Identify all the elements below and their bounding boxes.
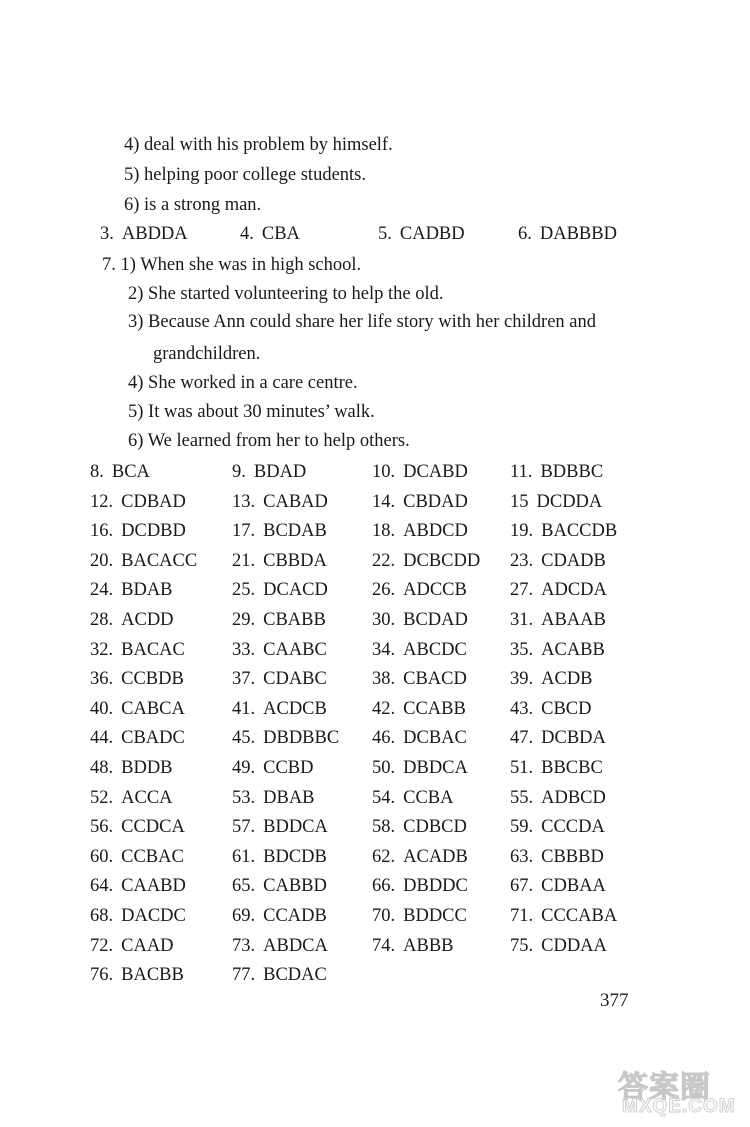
question-number: 37. [232, 669, 256, 689]
answer-row [90, 695, 670, 723]
answer-letters: BCDAB [263, 521, 327, 541]
answer-item [510, 932, 607, 960]
question-number: 5. [378, 224, 392, 244]
answer-letters: CDBAA [541, 876, 606, 896]
question-number: 58. [372, 817, 396, 837]
answer-item [372, 695, 466, 723]
answer-letters: BBCBC [541, 758, 603, 778]
answer-item [372, 843, 468, 871]
question-number: 43. [510, 699, 534, 719]
answer-letters: ABCDC [403, 640, 467, 660]
answer-letters: BDDCC [403, 906, 467, 926]
answer-line: 7. 1) When she was in high school. [102, 255, 362, 275]
question-number: 60. [90, 847, 114, 867]
question-number: 61. [232, 847, 256, 867]
answer-letters: ABDDA [121, 224, 188, 244]
answer-item [510, 872, 606, 900]
answer-item [510, 458, 603, 486]
question-number: 6. [518, 224, 532, 244]
answer-row [90, 813, 670, 841]
answer-letters: CDDAA [541, 936, 607, 956]
answer-letters: DABBBD [539, 224, 617, 244]
answer-item [232, 665, 327, 693]
answer-item [510, 606, 606, 634]
answer-letters: CCCDA [541, 817, 605, 837]
answer-letters: CCBD [263, 758, 314, 778]
answer-letters: CCBA [403, 788, 454, 808]
question-number: 32. [90, 640, 114, 660]
question-number: 3. [100, 224, 114, 244]
answer-letters: CBBDA [263, 551, 327, 571]
answer-letters: DBDBBC [263, 728, 340, 748]
answer-row [90, 606, 670, 634]
answer-row [90, 902, 670, 930]
question-number: 75. [510, 936, 534, 956]
answer-item [90, 576, 173, 604]
answer-row [90, 932, 670, 960]
answer-letters: BDAD [253, 462, 307, 482]
answer-letters: DBDCA [403, 758, 468, 778]
question-number: 22. [372, 551, 396, 571]
question-number: 36. [90, 669, 114, 689]
answer-item [232, 724, 339, 752]
answer-item [90, 547, 197, 575]
answer-letters: CABAD [263, 492, 328, 512]
answer-item [372, 902, 467, 930]
answer-letters: CBACD [403, 669, 467, 689]
answer-letters: DCBDA [541, 728, 606, 748]
question-number: 18. [372, 521, 396, 541]
answer-item [510, 902, 617, 930]
question-number: 69. [232, 906, 256, 926]
answer-item [510, 695, 592, 723]
answer-letters: BACAC [121, 640, 185, 660]
question-number: 24. [90, 580, 114, 600]
answer-item [90, 784, 173, 812]
question-number: 57. [232, 817, 256, 837]
question-number: 27. [510, 580, 534, 600]
answer-row [90, 458, 670, 486]
answer-row [90, 665, 670, 693]
answer-letters: ADCDA [541, 580, 607, 600]
answer-item [372, 754, 468, 782]
answer-item [232, 961, 327, 989]
answer-item [240, 220, 300, 248]
question-number: 23. [510, 551, 534, 571]
answer-letters: CDADB [541, 551, 606, 571]
answer-letters: CABCA [121, 699, 185, 719]
question-number: 26. [372, 580, 396, 600]
question-number: 19. [510, 521, 534, 541]
question-number: 17. [232, 521, 256, 541]
question-number: 33. [232, 640, 256, 660]
answer-letters: BDCDB [263, 847, 327, 867]
answer-item [90, 458, 150, 486]
answer-letters: DCBCDD [403, 551, 481, 571]
answer-item [90, 517, 186, 545]
question-number: 51. [510, 758, 534, 778]
answer-letters: CBCD [541, 699, 592, 719]
question-number: 56. [90, 817, 114, 837]
answer-item [510, 665, 593, 693]
answer-letters: DCBAC [403, 728, 467, 748]
question-number: 44. [90, 728, 114, 748]
answer-letters: ABDCA [263, 936, 328, 956]
watermark-logo [612, 1062, 744, 1122]
question-number: 39. [510, 669, 534, 689]
answer-line: 6) We learned from her to help others. [128, 431, 410, 451]
answer-letters: BCA [111, 462, 150, 482]
question-number: 14. [372, 492, 396, 512]
answer-item [372, 784, 454, 812]
question-number: 49. [232, 758, 256, 778]
answer-item [232, 517, 327, 545]
answer-letters: CCCABA [541, 906, 618, 926]
answer-item [232, 872, 327, 900]
question-number: 65. [232, 876, 256, 896]
answer-item [510, 754, 603, 782]
answer-item [510, 636, 605, 664]
answer-item [90, 636, 185, 664]
answer-letters: CBDAD [403, 492, 468, 512]
answer-letters: CAAD [121, 936, 174, 956]
answer-letters: ABBB [403, 936, 454, 956]
answer-letters: CBABB [263, 610, 326, 630]
answer-letters: ADBCD [541, 788, 606, 808]
answer-row [90, 843, 670, 871]
question-number: 20. [90, 551, 114, 571]
question-number: 59. [510, 817, 534, 837]
answer-item [232, 843, 327, 871]
question-number: 53. [232, 788, 256, 808]
answer-row [90, 784, 670, 812]
answer-letters: BDDCA [263, 817, 328, 837]
answer-letters: BACCDB [541, 521, 618, 541]
question-number: 68. [90, 906, 114, 926]
answer-letters: ACABB [541, 640, 605, 660]
answer-letters: ACCA [121, 788, 173, 808]
question-number: 8. [90, 462, 104, 482]
answer-item [510, 547, 606, 575]
answer-letters: DACDC [121, 906, 186, 926]
answer-item [510, 724, 606, 752]
question-number: 16. [90, 521, 114, 541]
answer-line: 2) She started volunteering to help the old. [128, 284, 444, 304]
question-number: 63. [510, 847, 534, 867]
answer-item [232, 576, 328, 604]
answer-letters: CCDCA [121, 817, 185, 837]
question-number: 72. [90, 936, 114, 956]
question-number: 35. [510, 640, 534, 660]
answer-item [232, 695, 327, 723]
question-number: 64. [90, 876, 114, 896]
answer-letters: ACDCB [263, 699, 327, 719]
answer-item [100, 220, 188, 248]
question-number: 70. [372, 906, 396, 926]
answer-row [90, 576, 670, 604]
answer-item [232, 606, 326, 634]
question-number: 31. [510, 610, 534, 630]
watermark-url: MXQE.COM [622, 1096, 736, 1117]
question-number: 46. [372, 728, 396, 748]
question-number: 29. [232, 610, 256, 630]
answer-letters: CADBD [399, 224, 465, 244]
answer-item [232, 932, 328, 960]
answer-item [510, 488, 602, 516]
question-number: 12. [90, 492, 114, 512]
answer-letters: ACDD [121, 610, 174, 630]
question-number: 41. [232, 699, 256, 719]
question-number: 38. [372, 669, 396, 689]
answer-item [232, 813, 328, 841]
answer-letters: CBA [261, 224, 300, 244]
answer-letters: ACDB [541, 669, 593, 689]
question-number: 74. [372, 936, 396, 956]
answer-item [510, 843, 604, 871]
answer-letters: CCBAC [121, 847, 184, 867]
answer-letters: BCDAD [403, 610, 468, 630]
answer-line: 5) helping poor college students. [124, 165, 366, 185]
answer-item [510, 813, 605, 841]
answer-item [372, 488, 468, 516]
answer-item [232, 784, 315, 812]
answer-letters: CCBDB [121, 669, 184, 689]
answer-item [90, 606, 174, 634]
answer-item [372, 813, 467, 841]
answer-letters: BDAB [121, 580, 173, 600]
answer-letters: BDBBC [540, 462, 604, 482]
answer-item [232, 547, 327, 575]
answer-letters: CDBAD [121, 492, 186, 512]
question-number: 30. [372, 610, 396, 630]
answer-row [90, 872, 670, 900]
answer-item [378, 220, 465, 248]
answer-line: 4) deal with his problem by himself. [124, 135, 393, 155]
answer-row [90, 517, 670, 545]
question-number: 4. [240, 224, 254, 244]
answer-item [90, 488, 186, 516]
answer-letters: BACBB [121, 965, 184, 985]
answer-item [232, 754, 314, 782]
answer-row [90, 488, 670, 516]
answer-letters: ABAAB [541, 610, 606, 630]
answer-item [518, 220, 617, 248]
question-number: 62. [372, 847, 396, 867]
answer-letters: DBDDC [403, 876, 468, 896]
question-number: 52. [90, 788, 114, 808]
answer-letters: DBAB [263, 788, 315, 808]
answer-letters: ABDCD [403, 521, 468, 541]
answer-item [90, 813, 185, 841]
answer-letters: ADCCB [403, 580, 467, 600]
answer-item [232, 488, 328, 516]
answer-row [90, 754, 670, 782]
question-number: 45. [232, 728, 256, 748]
answer-letters: DCDBD [121, 521, 186, 541]
question-number: 76. [90, 965, 114, 985]
answer-item [90, 724, 185, 752]
question-number: 54. [372, 788, 396, 808]
answer-letters: CCABB [403, 699, 466, 719]
question-number: 21. [232, 551, 256, 571]
answer-row [90, 220, 670, 248]
answer-row [90, 636, 670, 664]
answer-line: grandchildren. [153, 344, 261, 364]
answer-item [372, 547, 480, 575]
page-number: 377 [600, 990, 629, 1011]
answer-line: 4) She worked in a care centre. [128, 373, 358, 393]
answer-letters: BACACC [121, 551, 198, 571]
answer-item [90, 872, 186, 900]
question-number: 42. [372, 699, 396, 719]
question-number: 25. [232, 580, 256, 600]
answer-item [372, 576, 467, 604]
answer-letters: CDBCD [403, 817, 467, 837]
answer-item [90, 902, 186, 930]
answer-item [372, 724, 467, 752]
answer-item [372, 517, 468, 545]
answer-item [90, 665, 184, 693]
question-number: 10. [372, 462, 396, 482]
answer-letters: CBBBD [541, 847, 604, 867]
question-number: 9. [232, 462, 246, 482]
question-number: 40. [90, 699, 114, 719]
answer-letters: CBADC [121, 728, 185, 748]
answer-item [372, 872, 468, 900]
answer-letters: BCDAC [263, 965, 327, 985]
answer-letters: CABBD [263, 876, 327, 896]
question-number: 55. [510, 788, 534, 808]
answer-letters: DCDDA [536, 492, 603, 512]
question-number: 47. [510, 728, 534, 748]
question-number: 15 [510, 492, 529, 512]
answer-line: 3) Because Ann could share her life story with her children and [128, 312, 597, 332]
answer-item [510, 576, 607, 604]
answer-letters: CAABC [263, 640, 327, 660]
question-number: 13. [232, 492, 256, 512]
answer-letters: DCABD [403, 462, 468, 482]
answer-item [232, 636, 327, 664]
answer-letters: BDDB [121, 758, 173, 778]
question-number: 11. [510, 462, 533, 482]
answer-item [90, 961, 184, 989]
answer-item [372, 458, 468, 486]
answer-letters: DCACD [263, 580, 328, 600]
answer-item [90, 695, 185, 723]
answer-item [372, 606, 468, 634]
watermark-mark: 答案圈 [618, 1071, 711, 1104]
question-number: 71. [510, 906, 534, 926]
answer-letters: CCADB [263, 906, 327, 926]
answer-letters: ACADB [403, 847, 468, 867]
answer-letters: CAABD [121, 876, 186, 896]
question-number: 28. [90, 610, 114, 630]
answer-item [372, 636, 467, 664]
answer-line: 6) is a strong man. [124, 195, 262, 215]
answer-letters: CDABC [263, 669, 327, 689]
answer-row [90, 547, 670, 575]
answer-item [90, 843, 184, 871]
question-number: 67. [510, 876, 534, 896]
answer-item [232, 902, 327, 930]
answer-item [510, 784, 606, 812]
answer-item [90, 932, 174, 960]
answer-item [232, 458, 306, 486]
question-number: 73. [232, 936, 256, 956]
question-number: 66. [372, 876, 396, 896]
question-number: 34. [372, 640, 396, 660]
question-number: 77. [232, 965, 256, 985]
question-number: 50. [372, 758, 396, 778]
answer-item [90, 754, 173, 782]
answer-row [90, 961, 670, 989]
answer-row [90, 724, 670, 752]
question-number: 48. [90, 758, 114, 778]
answer-line: 5) It was about 30 minutes’ walk. [128, 402, 375, 422]
answer-item [372, 932, 454, 960]
answer-item [372, 665, 467, 693]
answer-item [510, 517, 617, 545]
